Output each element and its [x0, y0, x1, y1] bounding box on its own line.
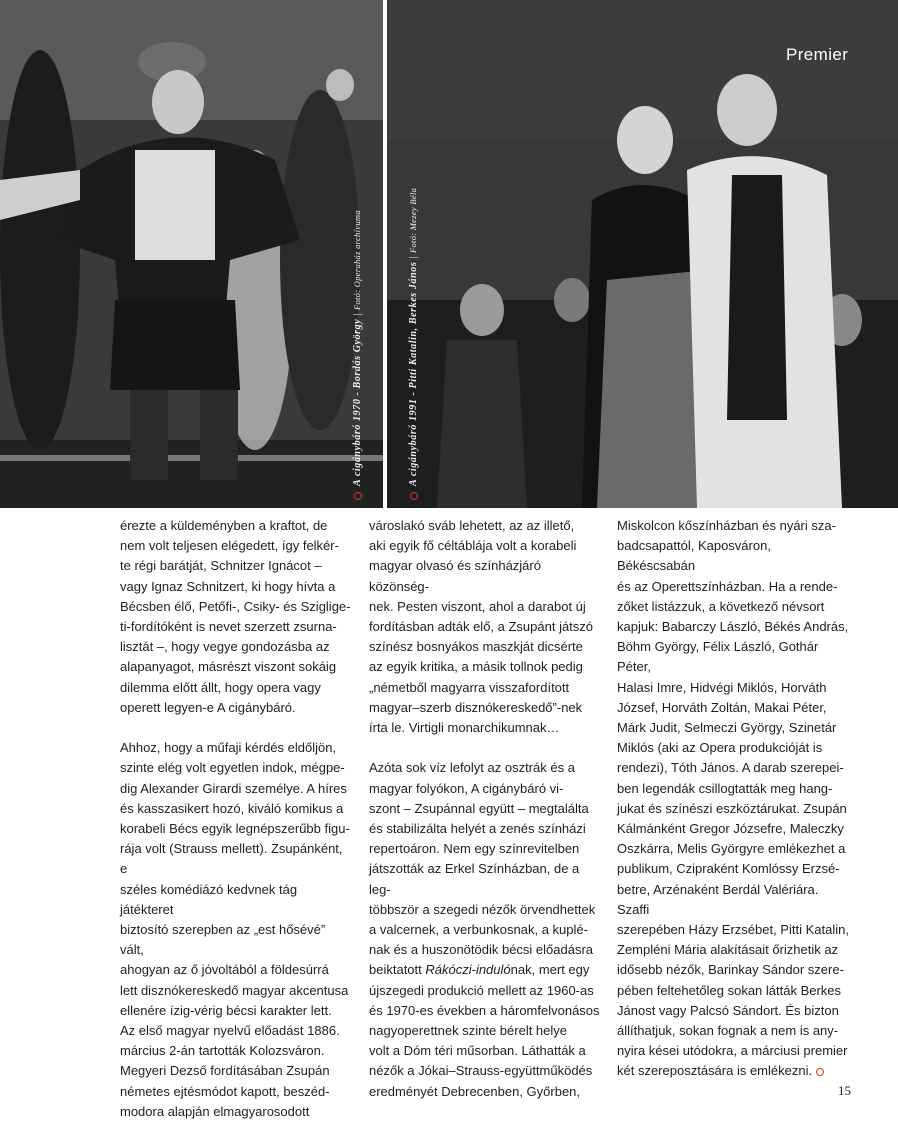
- article-paragraph: Ahhoz, hogy a műfaji kérdés eldőljön, szinte elég volt egyetlen indok, mégpe- dig Alexander Girardi személye. A híres és kasszasikert hozó, kiváló komikus a korabeli Bécs egyik legnépszerűbb figu- rája volt (Strauss mellett). Zsupánként, e széles komédiázó kedvnek tág játékteret biztosító szerepben az „est hősévé” vált, ahogyan az ő jóvoltából a földesúrrá lett disznókereskedő magyar akcentusa ellenére ízig-vérig bécsi karakter lett. Az első magyar nyelvű előadást 1886. március 2-án tartották Kolozsváron. Megyeri Dezső fordításában Zsupán németes ejtésmódot kapott, beszéd- modora alapján elmagyarosodott: [120, 740, 350, 1119]
- photo-left-caption: A cigánybáró 1970 - Bordás György | Fotó: Operaház archívuma: [352, 210, 363, 500]
- caption-ring-icon: [354, 492, 362, 500]
- article-paragraph: érezte a küldeményben a kraftot, de nem volt teljesen elégedett, így felkér- te régi barátját, Schnitzer Ignácot – vagy Ignaz Schnitzert, ki hogy hívta a Bécsben élő, Petőfi-, Csiky- és Szigligе- ti-fordítóként is nevet szerzett zsurna- lisztát –, hogy vegye gondozásba az alapanyagot, másrészt viszont sokáig dilemma előtt állt, hogy opera vagy operett legyen-e A cigánybáró.: [120, 518, 351, 715]
- photo-right-credit: Fotó: Mezey Béla: [408, 187, 418, 254]
- photo-left-illustration: [0, 0, 383, 508]
- text-run: Miskolcon kőszínházban és nyári sza- badcsapattól, Kaposváron, Békéscsabán és az Operettszínházban. Ha a rende- zőket listázzuk, a következő névsort kapjuk: Babarczy László, Békés András, Böhm György, Félix László, Gothár Péter, Halasi Imre, Hidvégi Miklós, Horváth József, Horváth Zoltán, Makai Péter, Márk Judit, Selmeczi György, Szinetár Miklós (aki az Opera produkcióját is rendezi), Tóth János. A darab szerepei- ben legendák csillogtatták meg hang- jukat és színészi eszköztárukat. Zsupán Kálmánként Gregor Józsefre, Maleczky Oszkárra, Melis Györgyre emlékezhet a publikum, Czipraként Komlóssy Erzsé- betre, Arzénaként Berdál Valériára. Szaffi szerepében Házy Erzsébet, Pitti Katalin, Zempléni Mária alakításait őrizhetik az idősebb nézők, Barinkay Sándor szere- pében feltehetőleg sokan látták Berkes Jánost vagy Palcsó Sándort. És bizton állíthatjuk, sokan fognak a nem is any- nyira kései utódokra, a márciusi premier két szereposztására is emlékezni.: [617, 518, 849, 1079]
- article-column-2: [369, 516, 601, 1102]
- photo-right-title: A cigánybáró 1991 - Pitti Katalin, Berkes János: [408, 261, 419, 486]
- page-number: 15: [838, 1083, 851, 1098]
- section-label: Premier: [786, 45, 849, 64]
- end-mark-icon: [816, 1068, 824, 1076]
- italic-title: Rákóczi-induló: [425, 962, 511, 978]
- photo-left: [0, 0, 383, 508]
- caption-ring-icon: [410, 492, 418, 500]
- text-run: nak, mert egy újszegedi produkció mellett az 1960-as és 1970-es években a háromfelvonásos nagyoperettnek szinte bérelt helye volt a Dóm téri műsorban. Láthatták a nézők a Jókai–Strauss-együttműködés eredményét Debrecenben, Győrben,: [369, 962, 600, 1099]
- photo-right: [387, 0, 898, 508]
- photo-left-credit: Fotó: Operaház archívuma: [352, 210, 362, 311]
- article-column-3: [617, 516, 849, 1082]
- article-paragraph: [369, 758, 601, 1101]
- article-paragraph: városlakó sváb lehetett, az az illető, aki egyik fő céltáblája volt a korabeli magyar olvasó és színházjáró közönség- nek. Pesten viszont, ahol a darabot új fordításban adták elő, a Zsupánt játszó színész bosnyákos maszkját dicsérte az egyik kritika, a másik tollnok pedig „németből magyarra visszafordított magyar–szerb disznókereskedő”-nek írta le. Virtigli monarchikumnak…: [369, 518, 594, 736]
- text-run: Azóta sok víz lefolyt az osztrák és a magyar folyókon, A cigánybáró vi- szont – Zsupánnal együtt – megtalálta és stabilizálta helyét a zenés színházi repertoáron. Nem egy színrevitelben játszották az Erkel Színházban, de a leg- többször a szegedi nézők örvendhettek a valcernek, a verbunkosnak, a kuplé- nak és a huszonötödik bécsi előadásra beiktatott: [369, 760, 596, 978]
- photo-left-title: A cigánybáró 1970 - Bordás György: [352, 318, 363, 486]
- article-paragraph: [617, 516, 849, 1082]
- article-column-1: [120, 516, 352, 1122]
- photo-right-caption: A cigánybáró 1991 - Pitti Katalin, Berkes János | Fotó: Mezey Béla: [408, 188, 419, 500]
- photo-right-illustration: [387, 0, 898, 508]
